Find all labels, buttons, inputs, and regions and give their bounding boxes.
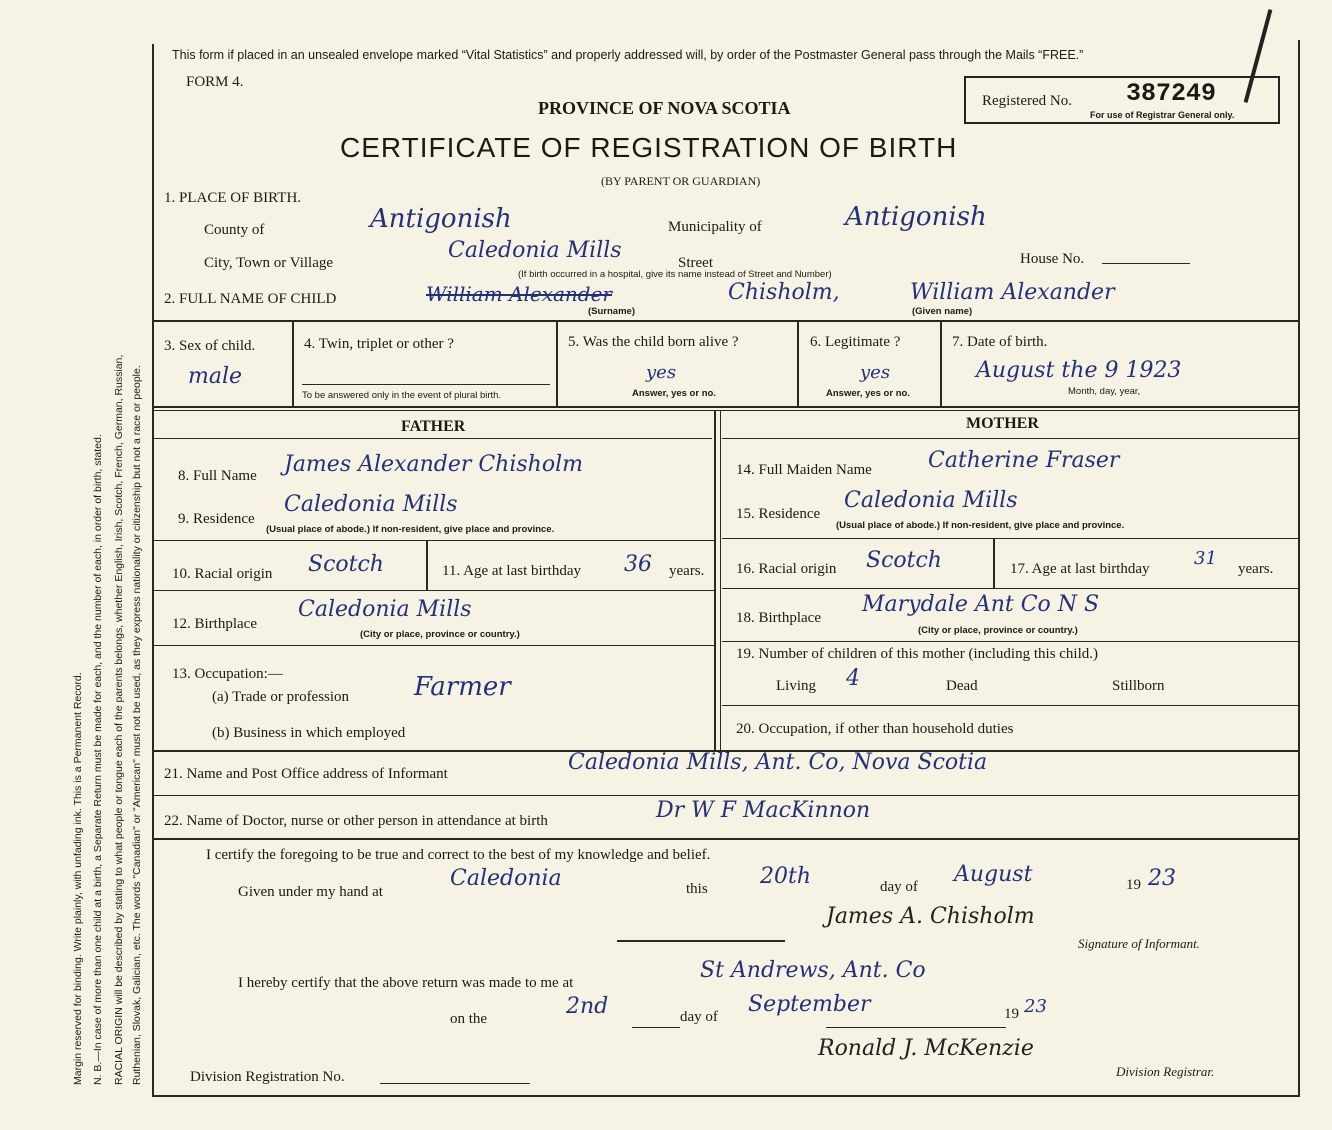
father-race: Scotch bbox=[308, 552, 384, 577]
alive-note: Answer, yes or no. bbox=[632, 388, 716, 399]
dayof2-label: day of bbox=[680, 1009, 718, 1025]
children-count-label: 19. Number of children of this mother (including this child.) bbox=[736, 646, 1099, 662]
registrar-caption: Division Registrar. bbox=[1116, 1064, 1215, 1079]
father-heading: FATHER bbox=[401, 418, 466, 435]
city-value: Caledonia Mills bbox=[448, 238, 622, 263]
twin-label: 4. Twin, triplet or other ? bbox=[304, 336, 454, 352]
occupation-label: 13. Occupation:— bbox=[172, 666, 283, 682]
father-race-label: 10. Racial origin bbox=[172, 566, 273, 582]
mother-race: Scotch bbox=[866, 548, 942, 573]
legitimate-note: Answer, yes or no. bbox=[826, 388, 910, 399]
form-number: FORM 4. bbox=[186, 74, 244, 90]
county-value: Antigonish bbox=[370, 204, 512, 234]
house-label: House No. bbox=[1020, 251, 1085, 267]
registered-number: 387249 bbox=[1126, 79, 1217, 108]
informant-value: Caledonia Mills, Ant. Co, Nova Scotia bbox=[568, 750, 988, 775]
certificate-title: CERTIFICATE OF REGISTRATION OF BIRTH bbox=[340, 132, 958, 163]
mother-race-label: 16. Racial origin bbox=[736, 561, 837, 577]
given-caption: (Given name) bbox=[912, 306, 973, 317]
mother-heading: MOTHER bbox=[966, 415, 1039, 432]
dead-label: Dead bbox=[946, 678, 978, 694]
given-day: 20th bbox=[760, 864, 812, 889]
dob-label: 7. Date of birth. bbox=[952, 334, 1048, 350]
province-heading: PROVINCE OF NOVA SCOTIA bbox=[538, 98, 791, 118]
sex-label: 3. Sex of child. bbox=[164, 338, 256, 354]
this-label: this bbox=[686, 881, 708, 897]
municipality-value: Antigonish bbox=[845, 202, 987, 232]
doctor-label: 22. Name of Doctor, nurse or other person in attendance at birth bbox=[164, 813, 548, 829]
alive-label: 5. Was the child born alive ? bbox=[568, 334, 739, 350]
twin-note: To be answered only in the event of plural birth. bbox=[302, 390, 502, 401]
child-surname: Chisholm, bbox=[728, 280, 840, 305]
margin-note-2: N. B.—In case of more than one child at a birth, a Separate Return must be made for each, and the number of each, in order of birth, stated. bbox=[92, 434, 104, 1085]
signature-caption: Signature of Informant. bbox=[1078, 936, 1200, 951]
mother-years: years. bbox=[1238, 561, 1274, 577]
given-year: 23 bbox=[1148, 866, 1176, 891]
municipality-label: Municipality of bbox=[668, 219, 762, 235]
business-label: (b) Business in which employed bbox=[212, 725, 406, 741]
mother-age: 31 bbox=[1194, 548, 1217, 569]
father-years: years. bbox=[669, 563, 705, 579]
dob-value: August the 9 1923 bbox=[976, 358, 1182, 383]
certify-text: I certify the foregoing to be true and correct to the best of my knowledge and belief. bbox=[206, 847, 711, 863]
on-the-label: on the bbox=[450, 1011, 488, 1027]
mother-residence: Caledonia Mills bbox=[844, 488, 1018, 513]
mother-birthplace-note: (City or place, province or country.) bbox=[918, 625, 1078, 636]
mother-birthplace-label: 18. Birthplace bbox=[736, 610, 821, 626]
margin-note-4: Ruthenian, Slovak, Galician, etc. The words "Canadian" or "American" must not be used, as they express nationality or citizenship but not a race or people. bbox=[131, 365, 143, 1085]
mother-birthplace: Marydale Ant Co N S bbox=[862, 592, 1100, 617]
child-name-struck: William Alexander bbox=[426, 282, 612, 306]
father-age-label: 11. Age at last birthday bbox=[442, 563, 581, 579]
return-text: I hereby certify that the above return was made to me at bbox=[238, 975, 574, 991]
trade-value: Farmer bbox=[414, 672, 511, 702]
alive-value: yes bbox=[646, 362, 677, 383]
dob-note: Month, day, year, bbox=[1068, 386, 1141, 397]
mother-residence-note: (Usual place of abode.) If non-resident, give place and province. bbox=[836, 520, 1125, 531]
return-place: St Andrews, Ant. Co bbox=[700, 958, 926, 983]
child-name-label: 2. FULL NAME OF CHILD bbox=[164, 291, 337, 307]
father-birthplace-label: 12. Birthplace bbox=[172, 616, 257, 632]
hospital-note: (If birth occurred in a hospital, give its name instead of Street and Number) bbox=[518, 269, 832, 280]
given-month: August bbox=[954, 862, 1033, 887]
mail-notice: This form if placed in an unsealed envelope marked “Vital Statistics” and properly addressed will, by order of the Postmaster General pass through the Mails “FREE.” bbox=[172, 48, 1084, 62]
given-place: Caledonia bbox=[450, 866, 562, 891]
margin-note-3: RACIAL ORIGIN will be described by stating to what people or tongue each of the parents belongs, whether English, Irish, Scotch, French, German, Russian, bbox=[113, 354, 125, 1085]
father-residence-note: (Usual place of abode.) If non-resident, give place and province. bbox=[266, 524, 555, 535]
father-birthplace-note: (City or place, province or country.) bbox=[360, 629, 520, 640]
mother-age-label: 17. Age at last birthday bbox=[1010, 561, 1150, 577]
street-label: Street bbox=[678, 255, 713, 271]
father-residence: Caledonia Mills bbox=[284, 492, 458, 517]
mother-residence-label: 15. Residence bbox=[736, 506, 821, 522]
informant-signature: James A. Chisholm bbox=[826, 904, 1035, 929]
return-day: 2nd bbox=[566, 994, 609, 1019]
mother-occupation-label: 20. Occupation, if other than household duties bbox=[736, 721, 1014, 737]
dayof-label: day of bbox=[880, 879, 918, 895]
subtitle: (BY PARENT OR GUARDIAN) bbox=[601, 174, 761, 188]
father-name-label: 8. Full Name bbox=[178, 468, 257, 484]
county-label: County of bbox=[204, 222, 265, 238]
registration-box bbox=[964, 76, 1280, 124]
registrar-note: For use of Registrar General only. bbox=[1090, 110, 1235, 120]
trade-label: (a) Trade or profession bbox=[212, 689, 350, 705]
legitimate-value: yes bbox=[860, 362, 891, 383]
place-heading: 1. PLACE OF BIRTH. bbox=[164, 190, 302, 206]
stillborn-label: Stillborn bbox=[1112, 678, 1165, 694]
surname-caption: (Surname) bbox=[588, 306, 635, 317]
child-given-name: William Alexander bbox=[910, 280, 1115, 305]
year2-prefix: 19 bbox=[1004, 1006, 1019, 1022]
return-month: September bbox=[748, 992, 871, 1017]
mother-name: Catherine Fraser bbox=[928, 448, 1120, 473]
mother-name-label: 14. Full Maiden Name bbox=[736, 462, 872, 478]
year-prefix: 19 bbox=[1126, 877, 1141, 893]
sex-value: male bbox=[188, 364, 243, 389]
city-label: City, Town or Village bbox=[204, 255, 334, 271]
living-value: 4 bbox=[846, 666, 860, 691]
father-residence-label: 9. Residence bbox=[178, 511, 255, 527]
father-name: James Alexander Chisholm bbox=[284, 452, 583, 477]
doctor-value: Dr W F MacKinnon bbox=[656, 798, 871, 823]
margin-note-1: Margin reserved for binding. Write plainly, with unfading ink. This is a Permanent Record. bbox=[72, 672, 84, 1085]
return-year: 23 bbox=[1024, 996, 1047, 1017]
legitimate-label: 6. Legitimate ? bbox=[810, 334, 901, 350]
father-birthplace: Caledonia Mills bbox=[298, 597, 472, 622]
division-registration-label: Division Registration No. bbox=[190, 1069, 345, 1085]
living-label: Living bbox=[776, 678, 816, 694]
registered-label: Registered No. bbox=[982, 93, 1072, 109]
father-age: 36 bbox=[624, 552, 652, 577]
given-label: Given under my hand at bbox=[238, 884, 383, 900]
registrar-signature: Ronald J. McKenzie bbox=[818, 1036, 1034, 1061]
informant-label: 21. Name and Post Office address of Informant bbox=[164, 766, 448, 782]
